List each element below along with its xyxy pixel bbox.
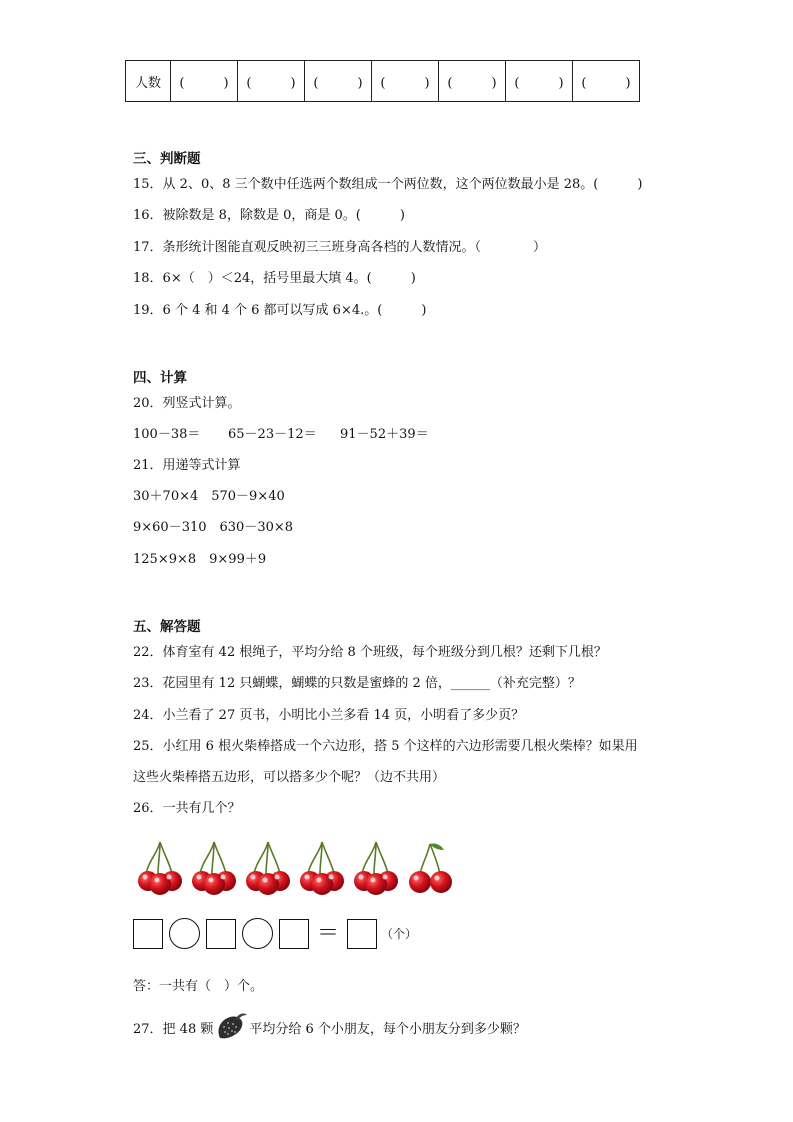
cherry-group [138, 840, 468, 896]
cherry-bunch-icon [354, 842, 398, 895]
section-title-judgement: 三、判断题 [133, 151, 201, 167]
table-label: 人数 [126, 61, 171, 102]
question-25-cont: 这些火柴棒搭五边形，可以搭多少个呢？（边不共用） [133, 770, 446, 785]
calc-item: 65－23－12＝ [228, 427, 317, 442]
question-22: 22．体育室有 42 根绳子，平均分给 8 个班级，每个班级分到几根？还剩下几根？ [133, 645, 607, 660]
strawberry-icon [214, 1012, 248, 1042]
operator-circle[interactable] [242, 918, 273, 949]
question-19: 19．6 个 4 和 4 个 6 都可以写成 6×4.。( ) [133, 303, 427, 318]
table-cell: ( ) [447, 75, 497, 91]
unit-label: （个） [381, 927, 418, 941]
equals-sign: ＝ [317, 920, 340, 946]
question-17: 17．条形统计图能直观反映初三三班身高各档的人数情况。（ ） [133, 240, 547, 255]
table-cell: ( ) [581, 75, 631, 91]
answer-26: 答：一共有（ ）个。 [133, 979, 264, 994]
section-title-calculation: 四、计算 [133, 370, 187, 386]
question-15: 15．从 2、0、8 三个数中任选两个数组成一个两位数，这个两位数最小是 28。( ) [133, 177, 643, 192]
answer-box[interactable] [133, 919, 163, 949]
question-24: 24．小兰看了 27 页书，小明比小兰多看 14 页，小明看了多少页？ [133, 708, 525, 723]
question-27-pre: 27．把 48 颗 [133, 1021, 214, 1037]
score-table [125, 60, 640, 102]
question-16: 16．被除数是 8，除数是 0，商是 0。( ) [133, 208, 405, 223]
cherry-bunch-icon [138, 842, 182, 895]
cherry-bunch-icon [192, 842, 236, 895]
question-27 [133, 1012, 526, 1042]
question-20: 20．列竖式计算。 [133, 396, 241, 411]
calc-row: 125×9×8 9×99＋9 [133, 552, 267, 567]
question-23: 23．花园里有 12 只蝴蝶，蝴蝶的只数是蜜蜂的 2 倍，______（补充完整）？ [133, 676, 581, 691]
table-cell: ( ) [380, 75, 430, 91]
equation-template [133, 918, 417, 949]
section-title-problems: 五、解答题 [133, 619, 201, 635]
calc-row: 30＋70×4 570－9×40 [133, 489, 285, 504]
table-cell: ( ) [514, 75, 564, 91]
question-18: 18．6×（ ）＜24，括号里最大填 4。( ) [133, 271, 416, 286]
calc-row: 9×60－310 630－30×8 [133, 520, 294, 535]
operator-circle[interactable] [169, 918, 200, 949]
calc-item: 91－52＋39＝ [340, 427, 429, 442]
question-21: 21．用递等式计算 [133, 458, 241, 473]
cherry-pair-icon [409, 843, 452, 893]
result-box[interactable] [347, 919, 377, 949]
cherry-bunch-icon [300, 842, 344, 895]
answer-box[interactable] [206, 919, 236, 949]
calc-item: 100－38＝ [133, 427, 201, 442]
question-26: 26．一共有几个？ [133, 801, 241, 816]
table-cell: ( ) [313, 75, 363, 91]
question-25: 25．小红用 6 根火柴棒搭成一个六边形，搭 5 个这样的六边形需要几根火柴棒？如果用 [133, 739, 638, 754]
table-cell: ( ) [179, 75, 229, 91]
answer-box[interactable] [279, 919, 309, 949]
cherry-bunch-icon [246, 842, 290, 895]
table-cell: ( ) [246, 75, 296, 91]
question-27-post: 平均分给 6 个小朋友，每个小朋友分到多少颗？ [249, 1021, 526, 1037]
cherry-illustration [138, 840, 468, 900]
